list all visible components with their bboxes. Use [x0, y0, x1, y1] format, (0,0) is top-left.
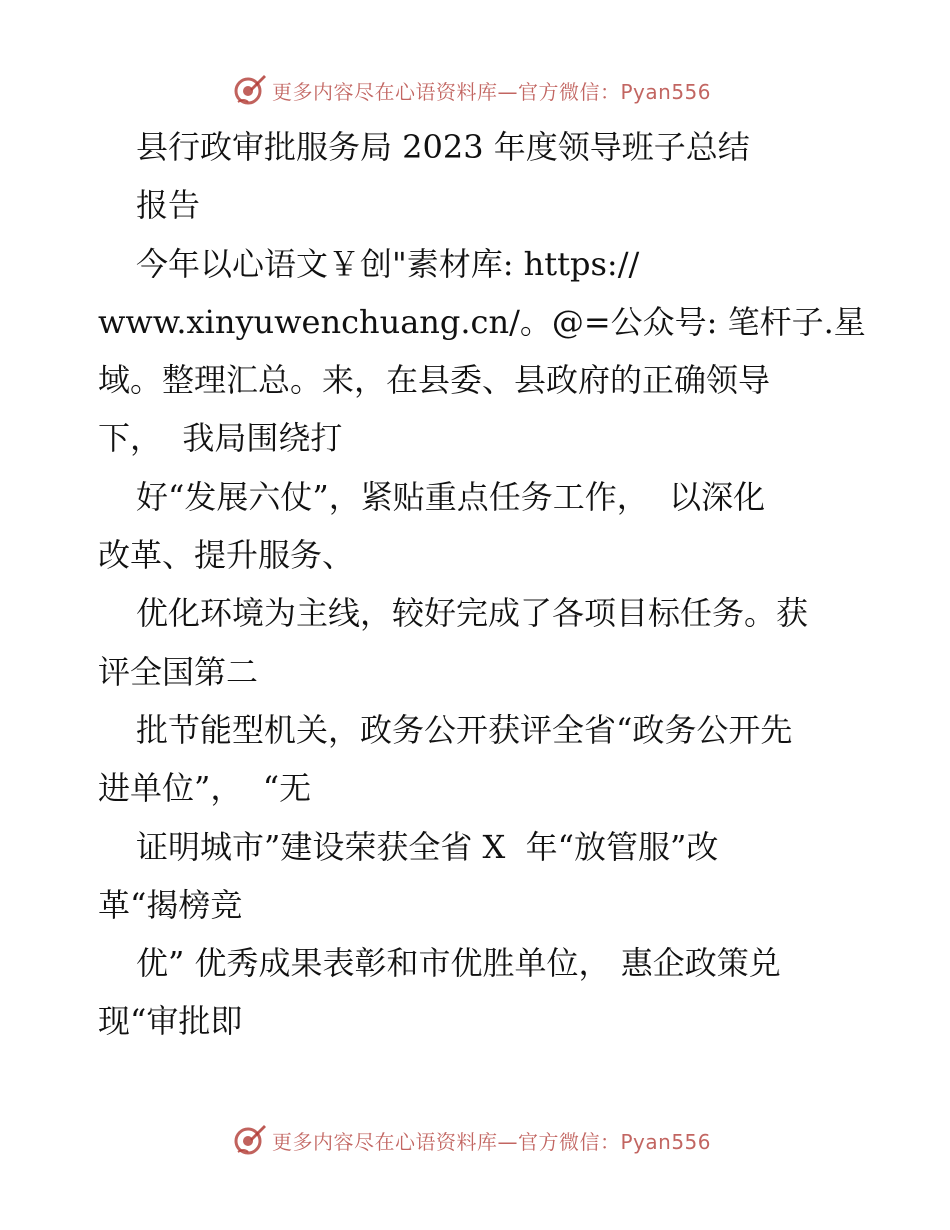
watermark-text: 更多内容尽在心语资料库—官方微信：Pyan556	[272, 79, 712, 104]
header-watermark	[232, 70, 711, 110]
title-line-continued: 报告	[136, 186, 201, 225]
paragraph-line: 证明城市”建设荣获全省 X 年“放管服”改	[136, 827, 719, 866]
paragraph-line: 好“发展六仗”，紧贴重点任务工作， 以深化	[136, 477, 766, 516]
paragraph-line: 批节能型机关，政务公开获评全省“政务公开先	[136, 710, 793, 749]
paragraph-line: 域。整理汇总。来，在县委、县政府的正确领导	[98, 361, 771, 400]
document-body	[98, 118, 868, 1051]
paragraph-line: 优” 优秀成果表彰和市优胜单位， 惠企政策兑	[136, 944, 781, 983]
paragraph-line: 现“审批即	[98, 1002, 243, 1041]
paragraph-line: 今年以心语文￥创"素材库: https://	[136, 244, 640, 283]
paragraph-line: 进单位”， “无	[98, 769, 312, 808]
paragraph-line: 革“揭榜竞	[98, 885, 243, 924]
footer-watermark	[232, 1120, 711, 1160]
pen-logo-icon	[232, 72, 268, 108]
paragraph-line: 改革、提升服务、	[98, 536, 355, 575]
title-line: 县行政审批服务局 2023 年度领导班子总结	[136, 128, 750, 166]
paragraph-line: 优化环境为主线，较好完成了各项目标任务。获	[136, 594, 809, 633]
paragraph-line: 下， 我局围绕打	[98, 419, 343, 458]
paragraph-line: www.xinyuwenchuang.cn/。@=公众号: 笔杆子.星	[98, 302, 866, 341]
pen-logo-icon	[232, 1122, 268, 1158]
paragraph-line: 评全国第二	[98, 652, 259, 691]
watermark-text: 更多内容尽在心语资料库—官方微信：Pyan556	[272, 1129, 712, 1154]
